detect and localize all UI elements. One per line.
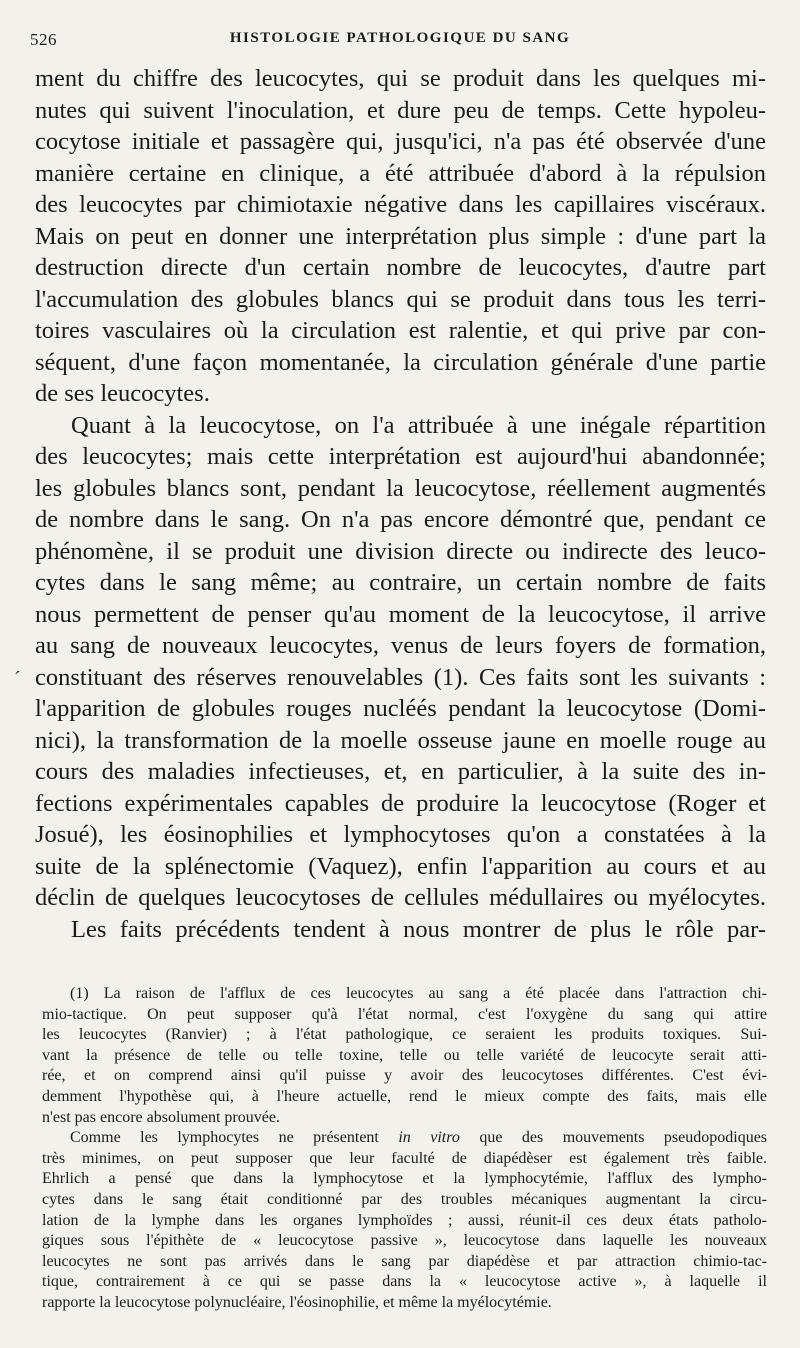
footnote-line: leucocytes ne sont pas arrivés dans le sang par diapédèse et par attraction chimio-tac- — [42, 1252, 767, 1270]
margin-mark: ´ — [14, 668, 21, 690]
paragraph-start-line: Les faits précédents tendent à nous montrer de plus le rôle par- — [71, 915, 766, 943]
footnote-line: rée, et on comprend ainsi qu'il puisse y avoir des leucocytoses différentes. C'est évi- — [42, 1067, 767, 1085]
footnote-line: vant la présence de telle ou telle toxine, telle ou telle variété de leucocyte serait atti- — [42, 1046, 767, 1064]
page-header — [30, 30, 770, 60]
text-line: nous permettent de penser qu'au moment de la leucocytose, il arrive — [35, 600, 766, 628]
footnote-line: giques sous l'épithète de « leucocytose passive », leucocytose dans laquelle les nouveaux — [42, 1232, 767, 1250]
text-line: toires vasculaires où la circulation est ralentie, et qui prive par con- — [35, 317, 766, 344]
paragraph-start-line: Quant à la leucocytose, on l'a attribuée à une inégale répartition — [71, 411, 766, 439]
footnote-line: mio-tactique. On peut supposer qu'à l'état normal, c'est l'oxygène du sang qui attire — [42, 1005, 767, 1023]
footnote-line: (1) La raison de l'afflux de ces leucocytes au sang a été placée dans l'attraction chi- — [70, 985, 767, 1002]
text-line: Josué), les éosinophilies et lymphocytoses qu'on a constatées à la — [35, 821, 766, 848]
footnote-line: rapporte la leucocytose polynucléaire, l'éosinophilie, et même la myélocytémie. — [42, 1293, 552, 1311]
text-line: déclin de quelques leucocytoses de cellules médullaires ou myélocytes. — [35, 884, 766, 911]
text-line: les globules blancs sont, pendant la leucocytose, réellement augmentés — [35, 474, 766, 502]
text-line: constituant des réserves renouvelables (1). Ces faits sont les suivants : — [35, 663, 766, 691]
text-line: des leucocytes par chimiotaxie négative dans les capillaires viscéraux. — [35, 191, 766, 218]
footnote-line-mixed — [42, 1128, 767, 1149]
text-line: cocytose initiale et passagère qui, jusqu'ici, n'a pas été observée d'une — [35, 128, 766, 155]
footnote-line: lation de la lymphe dans les organes lymphoïdes ; aussi, réunit-il ces deux états patholo- — [42, 1211, 767, 1229]
footnote-line: cytes dans le sang était conditionné par des troubles mécaniques augmentant la circu- — [42, 1190, 767, 1208]
text-line: fections expérimentales capables de produire la leucocytose (Roger et — [35, 789, 766, 817]
text-line: cours des maladies infectieuses, et, en particulier, à la suite des in- — [35, 758, 766, 785]
main-text — [35, 63, 766, 945]
running-title: HISTOLOGIE PATHOLOGIQUE DU SANG — [229, 30, 571, 46]
text-line: suite de la splénectomie (Vaquez), enfin l'apparition au cours et au — [35, 852, 766, 880]
text-line: l'accumulation des globules blancs qui se produit dans tous les terri- — [35, 285, 766, 313]
text-line: phénomène, il se produit une division directe ou indirecte des leuco- — [35, 537, 766, 565]
text-line: de ses leucocytes. — [35, 380, 210, 407]
text-line: cytes dans le sang même; au contraire, un certain nombre de faits — [35, 569, 766, 596]
footnote-text: que des mouvements pseudopodiques — [479, 1129, 767, 1147]
footnote-line: demment l'hypothèse qui, à l'heure actuelle, rend le mieux compte des faits, mais elle — [42, 1087, 767, 1105]
text-line: destruction directe d'un certain nombre de leucocytes, d'autre part — [35, 254, 766, 281]
text-line: séquent, d'une façon momentanée, la circulation générale d'une partie — [35, 348, 766, 376]
text-line: nutes qui suivent l'inoculation, et dure peu de temps. Cette hypoleu- — [35, 96, 766, 124]
footnote-line: Ehrlich a pensé que dans la lymphocytose et la lymphocytémie, l'afflux des lympho- — [42, 1170, 767, 1188]
text-line: manière certaine en clinique, a été attribuée d'abord à la répulsion — [35, 159, 766, 187]
text-line: l'apparition de globules rouges nucléés pendant la leucocytose (Domi- — [35, 695, 766, 722]
text-line: ment du chiffre des leucocytes, qui se produit dans les quelques mi- — [35, 65, 766, 92]
text-line: Mais on peut en donner une interprétation plus simple : d'une part la — [35, 222, 766, 250]
page-number: 526 — [30, 30, 57, 49]
text-line: des leucocytes; mais cette interprétation est aujourd'hui abandonnée; — [35, 443, 766, 470]
footnote-text: Comme les lymphocytes ne présentent — [70, 1129, 379, 1147]
footnote-line: les leucocytes (Ranvier) ; à l'état pathologique, ce seraient les produits toxiques. Sui- — [42, 1026, 767, 1044]
text-line: au sang de nouveaux leucocytes, venus de leurs foyers de formation, — [35, 632, 766, 659]
footnotes — [42, 984, 767, 1314]
text-line: de nombre dans le sang. On n'a pas encore démontré que, pendant ce — [35, 506, 766, 533]
footnote-line: tique, contrairement à ce qui se passe dans la « leucocytose active », à laquelle il — [42, 1273, 767, 1291]
italic-term: in vitro — [398, 1129, 460, 1147]
footnote-line: n'est pas encore absolument prouvée. — [42, 1108, 280, 1126]
footnote-line: très minimes, on peut supposer que leur faculté de diapédèser est également très faible. — [42, 1149, 767, 1167]
text-line: nici), la transformation de la moelle osseuse jaune en moelle rouge au — [35, 726, 766, 754]
